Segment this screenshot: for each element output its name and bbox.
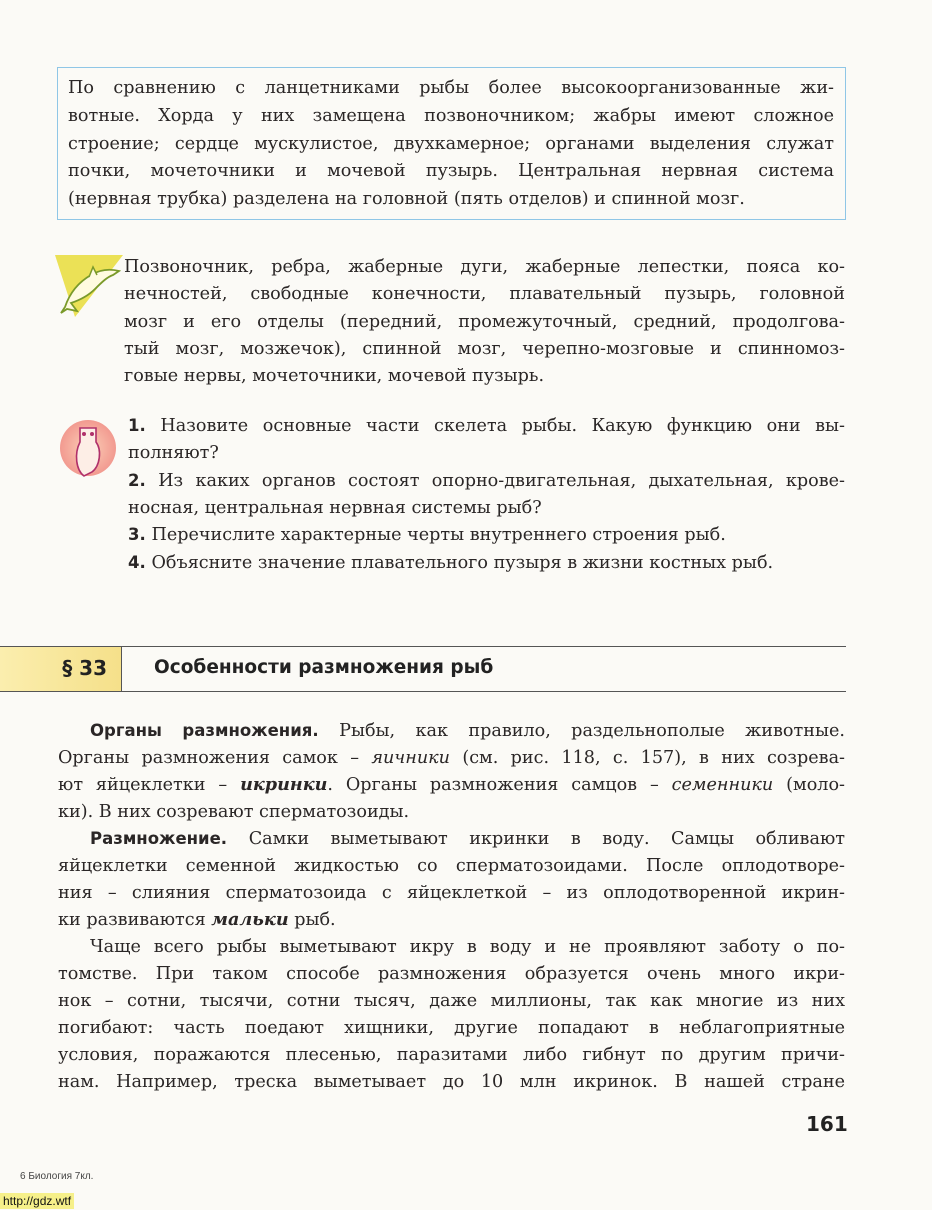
text-segment: Объясните значение плавательного пузыря в жизни костных рыб. — [151, 552, 774, 573]
text-line — [124, 311, 845, 333]
watermark-link[interactable]: http://gdz.wtf — [0, 1193, 74, 1209]
text-line — [90, 828, 845, 850]
text-line — [68, 188, 834, 210]
text-segment: Из каких органов состоят опорно-двигательная, дыхательная, крове- — [158, 470, 845, 491]
text-line — [90, 936, 845, 958]
text-segment: Чаще всего рыбы выметывают икру в воду и не проявляют заботу о по- — [90, 937, 845, 957]
text-segment: мозг и его отделы (передний, промежуточный, средний, продолгова- — [124, 311, 845, 332]
text-line — [124, 365, 845, 387]
text-segment: Самки выметывают икринки в воду. Самцы обливают — [248, 829, 845, 849]
text-segment: ки развиваются — [58, 910, 212, 930]
text-segment: носная, центральная нервная системы рыб? — [128, 497, 542, 518]
text-segment: вотные. Хорда у них замещена позвоночником; жабры имеют сложное — [68, 105, 834, 126]
text-segment: . Органы размножения самцов – — [327, 775, 672, 795]
text-segment: Назовите основные части скелета рыбы. Какую функцию они вы- — [160, 416, 845, 436]
text-segment: условия, поражаются плесенью, паразитами либо гибнут по другим причи- — [58, 1045, 845, 1065]
text-line — [90, 720, 845, 742]
emphasis-text: Органы размножения. — [90, 721, 340, 740]
section-title: Особенности размножения рыб — [154, 657, 494, 678]
text-segment: Органы размножения самок – — [58, 748, 372, 768]
text-line — [128, 415, 845, 437]
text-segment: ния – слияния сперматозоида с яйцеклеткой – из оплодотворенной икрин- — [58, 883, 845, 903]
text-line — [68, 160, 834, 182]
text-line — [58, 774, 845, 796]
text-line — [58, 1044, 845, 1066]
text-segment: (нервная трубка) разделена на головной (пять отделов) и спинной мозг. — [68, 189, 745, 210]
text-line — [128, 524, 845, 546]
footer-signature: 6 Биология 7кл. — [20, 1171, 94, 1182]
emphasis-text: 1. — [128, 416, 161, 435]
text-line — [124, 283, 845, 305]
text-segment: Позвоночник, ребра, жаберные дуги, жаберные лепестки, пояса ко- — [124, 257, 845, 277]
emphasis-text: 4. — [128, 552, 152, 572]
text-line — [124, 256, 845, 278]
emphasis-text: 3. — [128, 525, 152, 545]
page-number: 161 — [806, 1112, 848, 1136]
text-segment: почки, мочеточники и мочевой пузырь. Центральная нервная система — [68, 161, 834, 182]
text-segment: строение; сердце мускулистое, двухкамерное; органами выделения служат — [68, 133, 834, 154]
text-line — [58, 990, 845, 1012]
section-number: § 33 — [62, 656, 107, 680]
text-segment: (см. рис. 118, с. 157), в них созрева- — [450, 748, 846, 768]
emphasis-text: икринки — [240, 774, 328, 795]
text-line — [58, 1017, 845, 1039]
text-line — [58, 1071, 845, 1093]
text-segment: говые нервы, мочеточники, мочевой пузырь. — [124, 366, 545, 387]
text-line — [58, 882, 845, 904]
text-segment: ки). В них созревают сперматозоиды. — [58, 802, 410, 822]
text-segment: нам. Например, треска выметывает до 10 млн икринок. В нашей стране — [58, 1072, 845, 1092]
text-line — [58, 801, 845, 823]
text-segment: ют яйцеклетки – — [58, 775, 241, 795]
owl-icon — [60, 418, 116, 482]
text-line — [68, 133, 834, 155]
emphasis-text: яичники — [371, 748, 451, 768]
text-line — [128, 497, 845, 519]
text-segment: (моло- — [773, 775, 845, 795]
text-segment: тый мозг, мозжечок), спинной мозг, черепно-мозговые и спинномоз- — [124, 338, 845, 359]
emphasis-text: мальки — [211, 909, 289, 930]
text-segment: нечностей, свободные конечности, плавательный пузырь, головной — [124, 284, 845, 305]
text-line — [58, 909, 845, 931]
text-segment: погибают: часть поедают хищники, другие попадают в неблагоприятные — [58, 1018, 845, 1038]
text-segment: томстве. При таком способе размножения образуется очень много икри- — [58, 964, 845, 984]
text-line — [128, 442, 845, 464]
text-line — [68, 77, 834, 99]
text-line — [58, 963, 845, 985]
text-line — [58, 747, 845, 769]
dolphin-icon — [55, 255, 123, 317]
section-number-cell — [0, 647, 122, 691]
text-segment: рыб. — [288, 910, 336, 930]
text-line — [128, 552, 845, 574]
text-line — [128, 470, 845, 492]
text-segment: Перечислите характерные черты внутреннего строения рыб. — [151, 525, 726, 546]
emphasis-text: Размножение. — [90, 829, 249, 848]
section-header — [0, 646, 846, 692]
text-segment: нок – сотни, тысячи, сотни тысяч, даже миллионы, так как многие из них — [58, 991, 845, 1011]
text-line — [124, 338, 845, 360]
text-segment: яйцеклетки семенной жидкостью со сперматозоидами. После оплодотворе- — [58, 856, 845, 876]
text-segment: По сравнению с ланцетниками рыбы более высокоорганизованные жи- — [68, 78, 834, 98]
emphasis-text: 2. — [128, 470, 159, 490]
text-line — [58, 855, 845, 877]
emphasis-text: семенники — [671, 775, 774, 795]
text-line — [68, 105, 834, 127]
text-segment: полняют? — [128, 443, 219, 464]
text-segment: Рыбы, как правило, раздельнополые животные. — [339, 721, 845, 741]
